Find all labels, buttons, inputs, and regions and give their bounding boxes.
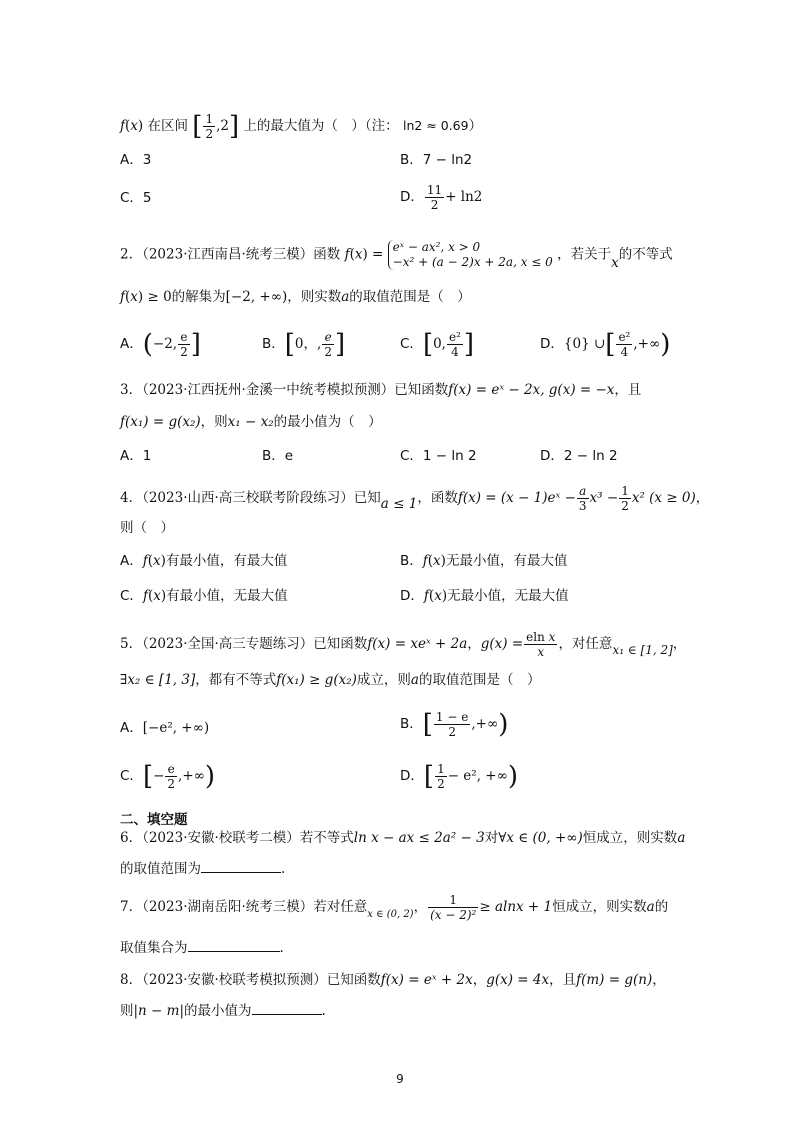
option-a[interactable]: A．3 — [120, 152, 152, 168]
question-5-stem: 5．（2023·全国·高三专题练习）已知函数f(x) = xeˣ + 2a，g(x) = $\frac{\text{eln x}}{x}$ ，对任意x₁ ∈ [1, 2]， — [120, 630, 687, 659]
q3-option-d[interactable]: D．2 − ln 2 — [540, 448, 618, 464]
answer-blank-6[interactable] — [201, 858, 281, 873]
q3-option-c[interactable]: C．1 − ln 2 — [400, 448, 477, 464]
option-d[interactable]: D． $\frac{11}{2}$ + ln2 — [400, 183, 483, 212]
q5-option-d[interactable]: D．[ $\frac{1}{2}$ − e², +∞) — [400, 761, 519, 792]
question-7-line2: 取值集合为 . — [120, 937, 690, 958]
q5-option-a[interactable]: A．[−e², +∞) — [120, 720, 210, 736]
question-5-line2: ∃x₂ ∈ [1, 3]，都有不等式f(x₁) ≥ g(x₂)成立，则a的取值范围是（ ） — [120, 672, 541, 688]
question-6-line2: 的取值范围为 . — [120, 858, 690, 879]
answer-blank-7[interactable] — [188, 937, 280, 952]
question-top-stem: f(x) 在区间 [ $\frac{1}{2}$ ,2] 上的最大值为（ ）（注： ln2 ≈ 0.69） — [120, 111, 483, 142]
option-c[interactable]: C．5 — [120, 190, 152, 206]
q2-option-d[interactable]: D．{0} ∪[ $\frac{\text{e²}}{4}$ ,+∞) — [540, 329, 671, 360]
question-4-line2: 则（ ） — [120, 520, 174, 536]
question-3-stem: 3．（2023·江西抚州·金溪一中统考模拟预测）已知函数f(x) = eˣ − 2x, g(x) = −x，且 — [120, 382, 642, 398]
q2-option-b[interactable]: B．[0，, $\frac{e}{2}$ ] — [262, 329, 346, 360]
q4-option-c[interactable]: C．f(x)有最小值，无最大值 — [120, 588, 288, 604]
q3-option-b[interactable]: B．e — [262, 448, 294, 464]
q4-option-d[interactable]: D．f(x)无最小值，无最大值 — [400, 588, 569, 604]
q2-option-c[interactable]: C．[0, $\frac{\text{e²}}{4}$ ] — [400, 329, 475, 360]
q5-option-c[interactable]: C．[− $\frac{e}{2}$ ,+∞) — [120, 761, 216, 792]
question-8-line2: 则|n − m|的最小值为 . — [120, 1000, 690, 1021]
question-6-stem: 6．（2023·安徽·校联考二模）若不等式ln x − ax ≤ 2a² − 3对∀x ∈ (0, +∞)恒成立，则实数a — [120, 830, 686, 846]
question-7-stem: 7．（2023·湖南岳阳·统考三模）若对任意$_{x \in (0, 2)}$， $\frac{1}{\text{(x − 2)²}}$ ≥ alnx + 1恒成立，则实数a的 — [120, 893, 669, 922]
q3-option-a[interactable]: A．1 — [120, 448, 152, 464]
question-4-stem: 4．（2023·山西·高三校联考阶段练习）已知a ≤ 1，函数f(x) = (x − 1)eˣ − $\frac{a}{3}$ x³ − $\frac{1}{2}$ x² (x ≥ 0)， — [120, 484, 710, 513]
q5-option-b[interactable]: B．[ $\frac{1 - e}{2}$ ,+∞) — [400, 709, 509, 740]
section-heading-fill-in: 二、填空题 — [120, 812, 188, 828]
option-b[interactable]: B．7 − ln2 — [400, 152, 473, 168]
question-2-stem: 2．（2023·江西南昌·统考三模）函数 f(x) = eˣ − ax², x > 0 −x² + (a − 2)x + 2a, x ≤ 0 ，若关于x的不等式 — [120, 240, 673, 271]
q2-option-a[interactable]: A．(−2, $\frac{e}{2}$ ] — [120, 329, 201, 360]
q4-option-b[interactable]: B．f(x)无最小值，有最大值 — [400, 553, 568, 569]
question-3-line2: f(x₁) = g(x₂)，则x₁ − x₂的最小值为（ ） — [120, 414, 382, 430]
question-2-line2: f(x) ≥ 0的解集为[−2, +∞)，则实数a的取值范围是（ ） — [120, 289, 471, 305]
piecewise-function: eˣ − ax², x > 0 −x² + (a − 2)x + 2a, x ≤ 0 — [388, 240, 553, 270]
page-number: 9 — [396, 1072, 404, 1086]
q4-option-a[interactable]: A．f(x)有最小值，有最大值 — [120, 553, 288, 569]
question-8-stem: 8．（2023·安徽·校联考模拟预测）已知函数f(x) = eˣ + 2x，g(x) = 4x，且f(m) = g(n)， — [120, 972, 666, 988]
answer-blank-8[interactable] — [252, 1000, 322, 1015]
